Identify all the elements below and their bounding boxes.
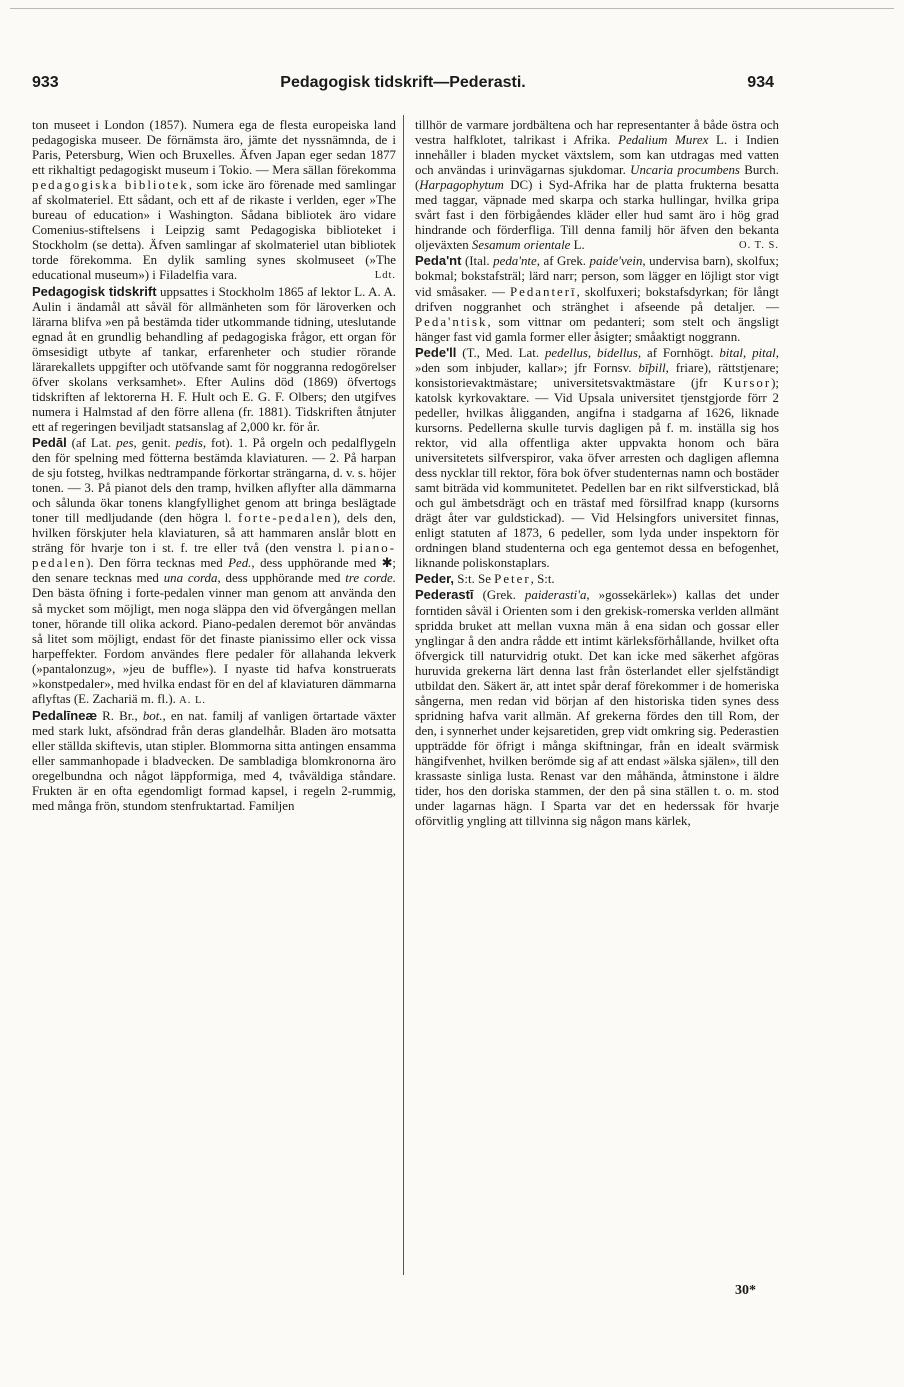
entry-pedant: Peda'nt (Ital. peda'nte, af Grek. paide'vein, undervisa barn), skolfux; bokmal; bokstafsträl; lärd narr; person, som lägger en löjligt stor vigt vid småsaker. — Pedanterī, skolfuxeri; bokstafsdyrkan; för långt drifven noggranhet och stränghet i afseende på detaljer. — Peda'ntisk, som vittnar om pedanteri; som stelt och ängsligt hänger fast vid gamla former eller åsigter; småaktigt noggrann. xyxy=(415,253,779,344)
spaced-term: Peter xyxy=(494,572,531,587)
right-column xyxy=(415,118,779,829)
spaced-term: Peda'ntisk xyxy=(415,314,488,329)
author-signature: O. T. S. xyxy=(739,240,779,252)
spaced-term: Pedanterī xyxy=(509,284,577,299)
spaced-term: Kursor xyxy=(723,375,772,390)
column-divider xyxy=(403,115,404,1275)
headword: Pede'll xyxy=(415,344,457,360)
running-title: Pedagogisk tidskrift—Pederasti. xyxy=(280,74,526,91)
page-number-right: 934 xyxy=(747,74,774,91)
author-signature: Ldt. xyxy=(374,270,396,282)
entry-pedagogisk-tidskrift: Pedagogisk tidskrift uppsattes i Stockholm 1865 af lektor L. A. A. Aulin i ändamål att såväl för allmänheten som för läroverken och lärarna blifva »en på bestämda tider utkommande tidning, uteslutande egnad åt en grundlig behandling af pedagogiska frågor, ett organ för ömsesidigt utbyte af tankar, erfarenheter och studier rörande lärarekallets uppgifter och utöfvande samt för noggranna redogörelser öfver skolans verksamhet». Efter Aulins död (1869) öfvertogs tidskriften af lektorerna H. F. Hult och E. G. F. Olbers; den utgifves numera i Halmstad af den förre allena (fr. 1881). Tidskriften åtnjuter ett af regeringen beviljadt statsanslag af 2,000 kr. för år. xyxy=(32,283,396,434)
author-signature: A. L. xyxy=(179,694,206,706)
headword: Pederastī xyxy=(415,587,474,603)
signature-mark: 30* xyxy=(735,1283,756,1298)
headword: Peda'nt xyxy=(415,253,462,269)
headword: Pedalīneæ xyxy=(32,707,98,723)
entry-pedal: Pedāl (af Lat. pes, genit. pedis, fot). 1. På orgeln och pedalflygeln den för spelning med fötterna bestämda klaviaturen. — 2. På harpan de sju fotsteg, hvilkas nedtrampande förkortar strängarna, d. v. s. höjer tonen. — 3. På pianot dels den tramp, hvilken aflyfter alla dämmarna och sålunda ökar tonens klangfyllighet genom att bringa beslägtade toner till medljudande (den högra l. forte-pedalen), dels den, hvilken förskjuter hela klaviaturen, så att hammaren anslår blott en sträng för hvarje ton i st. f. tre eller två (den venstra l. piano-pedalen). Den förra tecknas med Ped., dess upphörande med ✱; den senare tecknas med una corda, dess upphörande med tre corde. Den bästa öfning i forte-pedalen vinner man genom att använda den så mycket som möjligt, men noga släppa den vid öfvergången mellan toner, hörande till olika ackord. Piano-pedalen deremot bör användas så litet som möjligt, endast för det finaste pianissimo eller ock vissa harpeffekter. Fordom användes flere pedaler för allahanda lekverk (»pantalonzug», »jeu de buffle»). I nyaste tid hafva konstruerats »konstpedaler», med hvilka endast för en del af klaviaturen dämmarna aflyftas (E. Zachariä m. fl.). A. L. xyxy=(32,434,397,706)
entry-pedell: Pede'll (T., Med. Lat. pedellus, bidellus, af Fornhögt. bital, pital, »den som inbjuder, kallar»; jfr Fornsv. bīþill, friare), rättstjenare; konsistorievaktmästare; universitetsvaktmästare (jfr Kursor); katolsk kyrkovaktare. — Vid Upsala universitet tjenstgjorde förr 2 pedeller, hvilkas åligganden, angifna i stadgarna af 1626, liknade kursorns. Pedellerna skulle turvis dagligen på f. m. inställa sig hos rektor, vid alla offentliga akter uppvakta honom och bära universitetets silfverspiror, vaka öfver arresten och dagligen aflemna dess nycklar till rektor, föra bok öfver studenternas namn och bostäder samt biträda vid kommunitetet. Pedellen bar en rikt silfverstickad, blå och gul ämbetsdrägt och en trästaf med försilfrad knapp (kursorns drägt åter var guldstickad). — Vid Helsingfors universitet finnas, enligt statuten af 1873, 6 pedeller, som lyda under inspektorn för ordningen bland studenterna och ega gentemot dessa en befogenhet, liknande poliskonstaplars. xyxy=(415,344,779,571)
spaced-term: forte-pedalen xyxy=(237,511,333,526)
spaced-term: pedagogiska bibliotek xyxy=(32,178,189,193)
page-header xyxy=(32,74,774,104)
entry-peder: Peder, S:t. Se Peter, S:t. xyxy=(415,571,555,587)
headword: Pedāl xyxy=(32,434,67,450)
entry-museum-continuation: ton museet i London (1857). Numera ega de flesta europeiska land pedagogiska museer. De förnämsta äro, jämte det nyssnämnda, de i Paris, Petersburg, Wien och Bruxelles. Äfven Japan eger sedan 1877 ett rikhaltigt pedagogiskt museum i Tokio. — Mera sällan förekomma pedagogiska bibliotek, som icke äro förenade med samlingar af skolmateriel. Ett sådant, och ett af de rikaste i verlden, eger »The bureau of education» i Washington. Sådana bibliotek äro vidare Comenius-stiftelsens i Leipzig samt Pedagogiska biblioteket i Stockholm (se detta). Äfven samlingar af skolmateriel utan bibliotek torde förekomma. En dylik samling synes skolmuseet (»The educational museum») i Filadelfia vara. Ldt. xyxy=(32,118,396,283)
headword: Peder, xyxy=(415,571,455,587)
page-number-left: 933 xyxy=(32,74,59,91)
spaced-term: piano-pedalen xyxy=(32,541,396,571)
top-rule xyxy=(10,8,894,9)
left-column xyxy=(32,118,396,814)
headword: Pedagogisk tidskrift xyxy=(32,283,157,299)
entry-pedalineae: Pedalīneæ R. Br., bot., en nat. familj af vanligen örtartade växter med stark lukt, afsöndrad från deras glandelhår. Bladen äro motsatta eller ställda skiftevis, utan stipler. Blommorna sitta antingen ensamma eller sammanhopade i bladvecken. De sambladiga blomkronorna äro oregelbundna och något läppformiga, med 4, tvåväldiga ståndare. Frukten är en ofta egendomligt formad kapsel, i regeln 2-rummig, med många frön, stundom stenfruktartad. Familjen xyxy=(32,707,396,814)
entry-pederasti: Pederastī (Grek. paiderasti'a, »gossekärlek») kallas det under forntiden såväl i Orienten som i den grekisk-romerska verlden allmänt spridda bruket att mellan vuxna män å ena sidan och gossar eller ynglingar å den andra rådde ett intimt kärleksförhållande, hvilket ofta öfvergick till naturvidrig otukt. Det kan icke med säkerhet afgöras huruvida grekerna lärt denna last från österlandet eller sjelfständigt utbildat den. Säkert är, att intet spår deraf förekommer i de homeriska sångerna, men redan vid början af den historiska tiden synes dess spridning hafva varit allmän. Af grekerna fördes den till Rom, der den, i synnerhet under kejsaretiden, grep vidt omkring sig. Pederastien uppträdde för öfrigt i många skiftningar, från en idealt svärmisk hängifvenhet, hvilken berömde sig af att endast »älska själen», till den krassaste sinliga lusta. Renast var den måhända, åtminstone i äldre tider, hos den doriska stammen, der den på sina ställen t. o. m. stod under lagarnas hägn. I Sparta var det en hederssak för hvarje oförvitlig yngling att tillvinna sig någon mans kärlek, xyxy=(415,587,780,829)
entry-pedalineae-continuation: tillhör de varmare jordbältena och har representanter å både östra och vestra halfklotet, talrikast i Afrika. Pedalium Murex L. i Indien innehåller i bladen mycket växtslem, som kan utdragas med vatten och användas i urinvägarnas sjukdomar. Uncaria procumbens Burch. (Harpagophytum DC) i Syd-Afrika har de platta frukterna besatta med taggar, väpnade med skarpa och starka hullingar, hvilka gripa svårt fast i den förbigåendes kläder eller hud samt äro i hög grad hindrande och förderfliga. Till denna familj hör äfven den bekanta oljeväxten Sesamum orientale L. O. T. S. xyxy=(415,118,780,253)
